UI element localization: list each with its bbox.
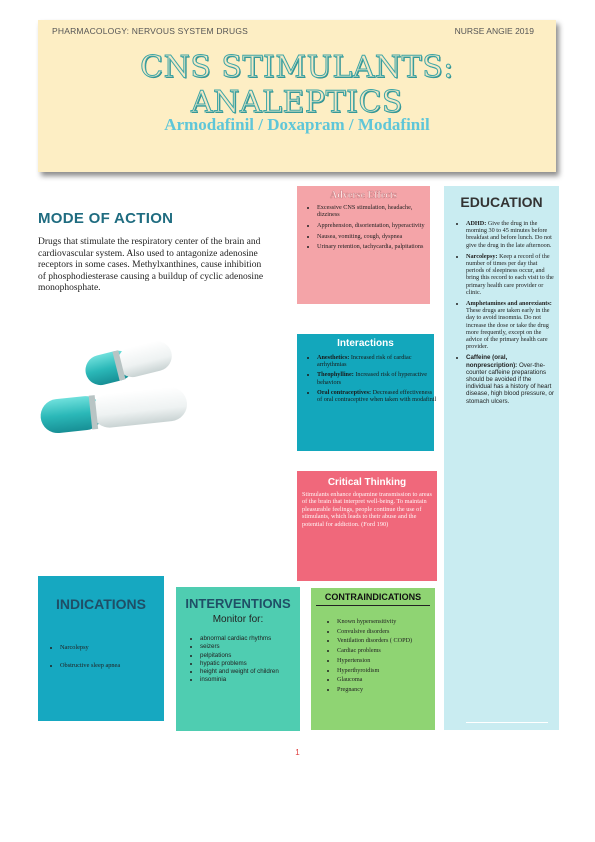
list-item: • Apprehension, disorientation, hyperactivity [317, 222, 435, 229]
education-term: Caffeine (oral, nonprescription): [466, 354, 518, 369]
drug-term: Anesthetics: [317, 354, 350, 361]
education-term: Narcolepsy: [466, 252, 498, 260]
adverse-effects-box [297, 186, 430, 304]
page-number: 1 [295, 748, 300, 757]
list-item [466, 354, 556, 404]
interventions-title: INTERVENTIONS [185, 596, 291, 611]
drug-detail: Increased risk of hyperactive behaviors [317, 371, 427, 386]
author-label: NURSE ANGIE 2019 [454, 26, 534, 36]
list-item: • Known hypersensitivity [337, 618, 437, 625]
contraindications-box [311, 588, 435, 730]
adverse-effects-list [303, 204, 435, 254]
list-item: • Hyperthyroidism [337, 667, 437, 674]
list-item: • height and weight of children [200, 668, 304, 675]
capsule-pills-icon [30, 335, 200, 440]
critical-thinking-box [297, 471, 437, 581]
list-item: • abnormal cardiac rhythms [200, 635, 304, 642]
list-item: • insominia [200, 676, 304, 683]
drug-detail: Decreased effectiveness of oral contraceptive when taken with modafinil [317, 388, 437, 404]
education-title: EDUCATION [460, 194, 543, 210]
interactions-title: Interactions [337, 338, 394, 349]
page-subtitle: Armodafinil / Doxapram / Modafinil [164, 115, 430, 134]
interventions-box [176, 587, 300, 731]
list-item: • seizers [200, 643, 304, 650]
interventions-subtitle: Monitor for: [212, 614, 264, 625]
page-title: CNS STIMULANTS: ANALEPTICS [140, 50, 454, 120]
list-item: • Urinary retention, tachycardia, palpitations [317, 243, 435, 250]
list-item: • Nausea, vomiting, cough, dyspnea [317, 233, 435, 240]
list-item: • Glaucoma [337, 676, 437, 683]
contraindications-title: CONTRAINDICATIONS [324, 592, 422, 602]
education-detail: Over-the-counter caffeine preparations should be avoided if the individual has a history of heart disease, high blood pressure, or stomach ulcers. [466, 361, 555, 405]
list-item [466, 220, 556, 249]
education-list [454, 220, 556, 409]
interventions-list [186, 635, 304, 685]
list-item: • Excessive CNS stimulation, headache, dizziness [317, 204, 435, 218]
list-item: • Ventilation disorders ( COPD) [337, 637, 437, 644]
topic-label: PHARMACOLOGY: NERVOUS SYSTEM DRUGS [52, 26, 249, 36]
list-item [317, 389, 438, 403]
indications-list [44, 644, 170, 681]
education-term: ADHD: [466, 220, 487, 227]
critical-thinking-text: Stimulants enhance dopamine transmission to areas of the brain that interpret well-being. To maintain pleasurable feelings, people continue the use of stimulants, which leads to their abuse and the potential for addiction. (Ford 190) [302, 491, 432, 528]
mode-of-action-text: Drugs that stimulate the respiratory center of the brain and cardiovascular system. Also used to antagonize adenosine receptors in some cases. Methylxanthines, cause inhibition of phosphodiesterase causing a buildup of cyclic adenosine monophosphate. [38, 237, 264, 293]
mode-of-action-heading: MODE OF ACTION [38, 210, 174, 227]
education-detail: Give the drug in the morning 30 to 45 minutes before breakfast and before lunch. Do not give the drug in the late afternoon. [466, 220, 552, 249]
drug-term: Oral contraceptives: [317, 388, 372, 396]
list-item: • hypatic problems [200, 660, 304, 667]
list-item [466, 253, 556, 296]
indications-title: INDICATIONS [56, 596, 146, 612]
list-item: • Pregnancy [337, 686, 437, 693]
list-item: • pelpitations [200, 652, 304, 659]
header-banner [38, 20, 556, 172]
list-item: • Obstructive sleep apnea [60, 662, 170, 669]
interactions-list [303, 354, 438, 406]
list-item: • Cardiac problems [337, 647, 437, 654]
list-item: • Narcolepsy [60, 644, 170, 651]
list-item [317, 371, 438, 385]
education-box [444, 186, 559, 730]
education-detail: These drugs are taken early in the day to avoid insomnia. Do not increase the dose or take the drug more frequently, except on the advice of the primary health care provider. [466, 307, 550, 351]
list-item [466, 300, 556, 350]
divider [316, 605, 430, 606]
adverse-effects-title: Adverse Effects [330, 190, 397, 201]
list-item: • Convulsive disorders [337, 628, 437, 635]
drug-detail: Increased risk of cardiac arrhythmias [317, 354, 412, 369]
critical-thinking-title: Critical Thinking [327, 477, 407, 488]
education-term: Amphetamines and anorexiants: [466, 300, 552, 308]
contraindications-list [323, 618, 437, 696]
indications-box [38, 576, 164, 721]
divider [466, 722, 548, 723]
interactions-box [297, 334, 437, 451]
list-item: • Hypertension [337, 657, 437, 664]
list-item [317, 354, 438, 368]
education-detail: Keep a record of the number of times per day that periods of sleepiness occur, and bring this record to each visit to the primary health care provider or clinic. [466, 252, 554, 296]
drug-term: Theophylline: [317, 371, 354, 379]
